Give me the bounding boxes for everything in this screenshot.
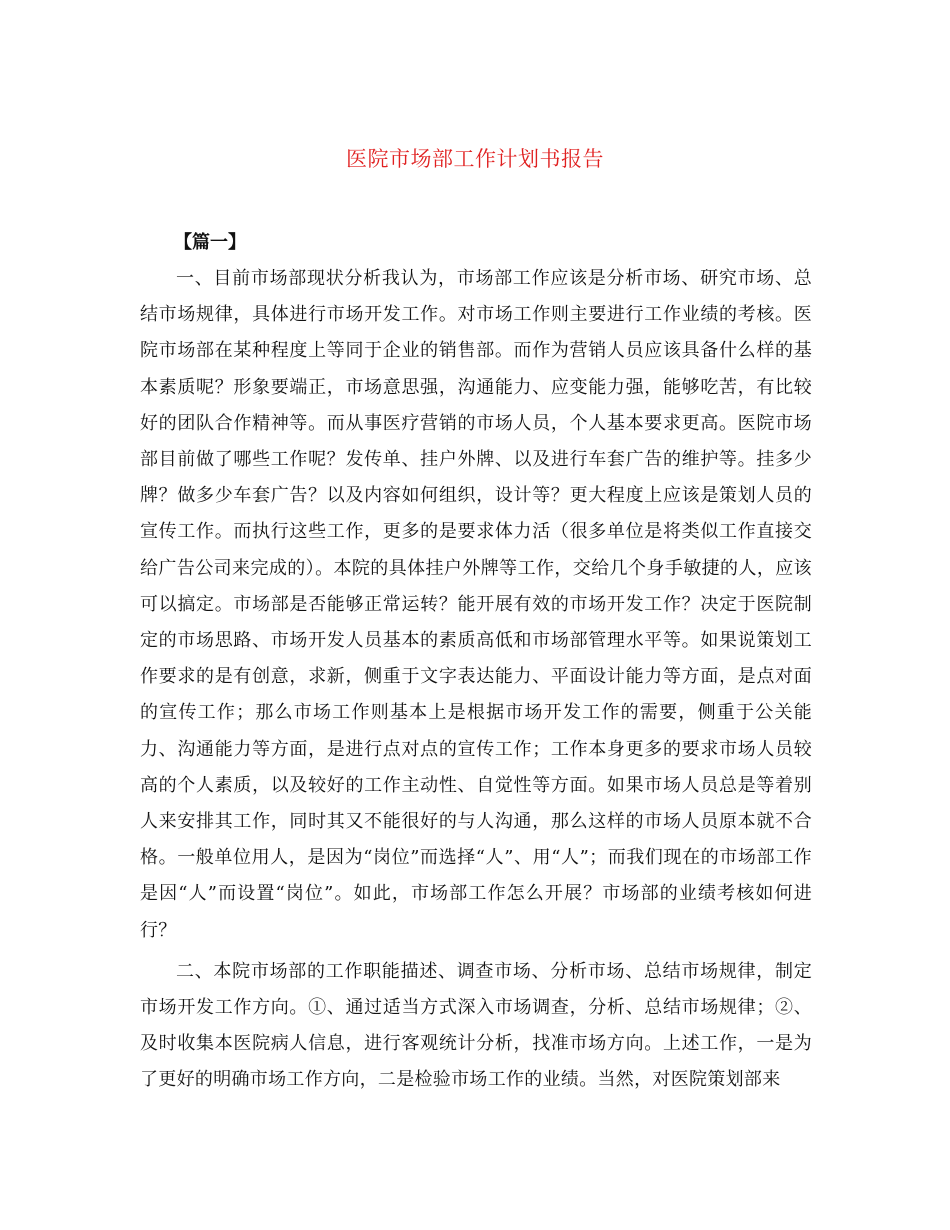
- section-heading: 【篇一】: [174, 232, 246, 253]
- document-body: [140, 225, 812, 1099]
- paragraph-1: 一、目前市场部现状分析我认为，市场部工作应该是分析市场、研究市场、总结市场规律，具体进行市场开发工作。对市场工作则主要进行工作业绩的考核。医院市场部在某种程度上等同于企业的销售部。而作为营销人员应该具备什么样的基本素质呢？形象要端正，市场意思强，沟通能力、应变能力强，能够吃苦，有比较好的团队合作精神等。而从事医疗营销的市场人员，个人基本要求更高。医院市场部目前做了哪些工作呢？发传单、挂户外牌、以及进行车套广告的维护等。挂多少牌？做多少车套广告？以及内容如何组织，设计等？更大程度上应该是策划人员的宣传工作。而执行这些工作，更多的是要求体力活（很多单位是将类似工作直接交给广告公司来完成的）。本院的具体挂户外牌等工作，交给几个身手敏捷的人，应该可以搞定。市场部是否能够正常运转？能开展有效的市场开发工作？决定于医院制定的市场思路、市场开发人员基本的素质高低和市场部管理水平等。如果说策划工作要求的是有创意，求新，侧重于文字表达能力、平面设计能力等方面，是点对面的宣传工作；那么市场工作则基本上是根据市场开发工作的需要，侧重于公关能力、沟通能力等方面，是进行点对点的宣传工作；工作本身更多的要求市场人员较高的个人素质，以及较好的工作主动性、自觉性等方面。如果市场人员总是等着别人来安排其工作，同时其又不能很好的与人沟通，那么这样的市场人员原本就不合格。一般单位用人，是因为“岗位”而选择“人”、用“人”；而我们现在的市场部工作是因“人”而设置“岗位”。如此，市场部工作怎么开展？市场部的业绩考核如何进行？: [140, 268, 812, 941]
- paragraph-2: 二、本院市场部的工作职能描述、调查市场、分析市场、总结市场规律，制定市场开发工作方向。①、通过适当方式深入市场调查，分析、总结市场规律；②、及时收集本医院病人信息，进行客观统计分析，找准市场方向。上述工作，一是为了更好的明确市场工作方向，二是检验市场工作的业绩。当然，对医院策划部来: [140, 960, 812, 1091]
- document-title: 医院市场部工作计划书报告: [346, 147, 604, 171]
